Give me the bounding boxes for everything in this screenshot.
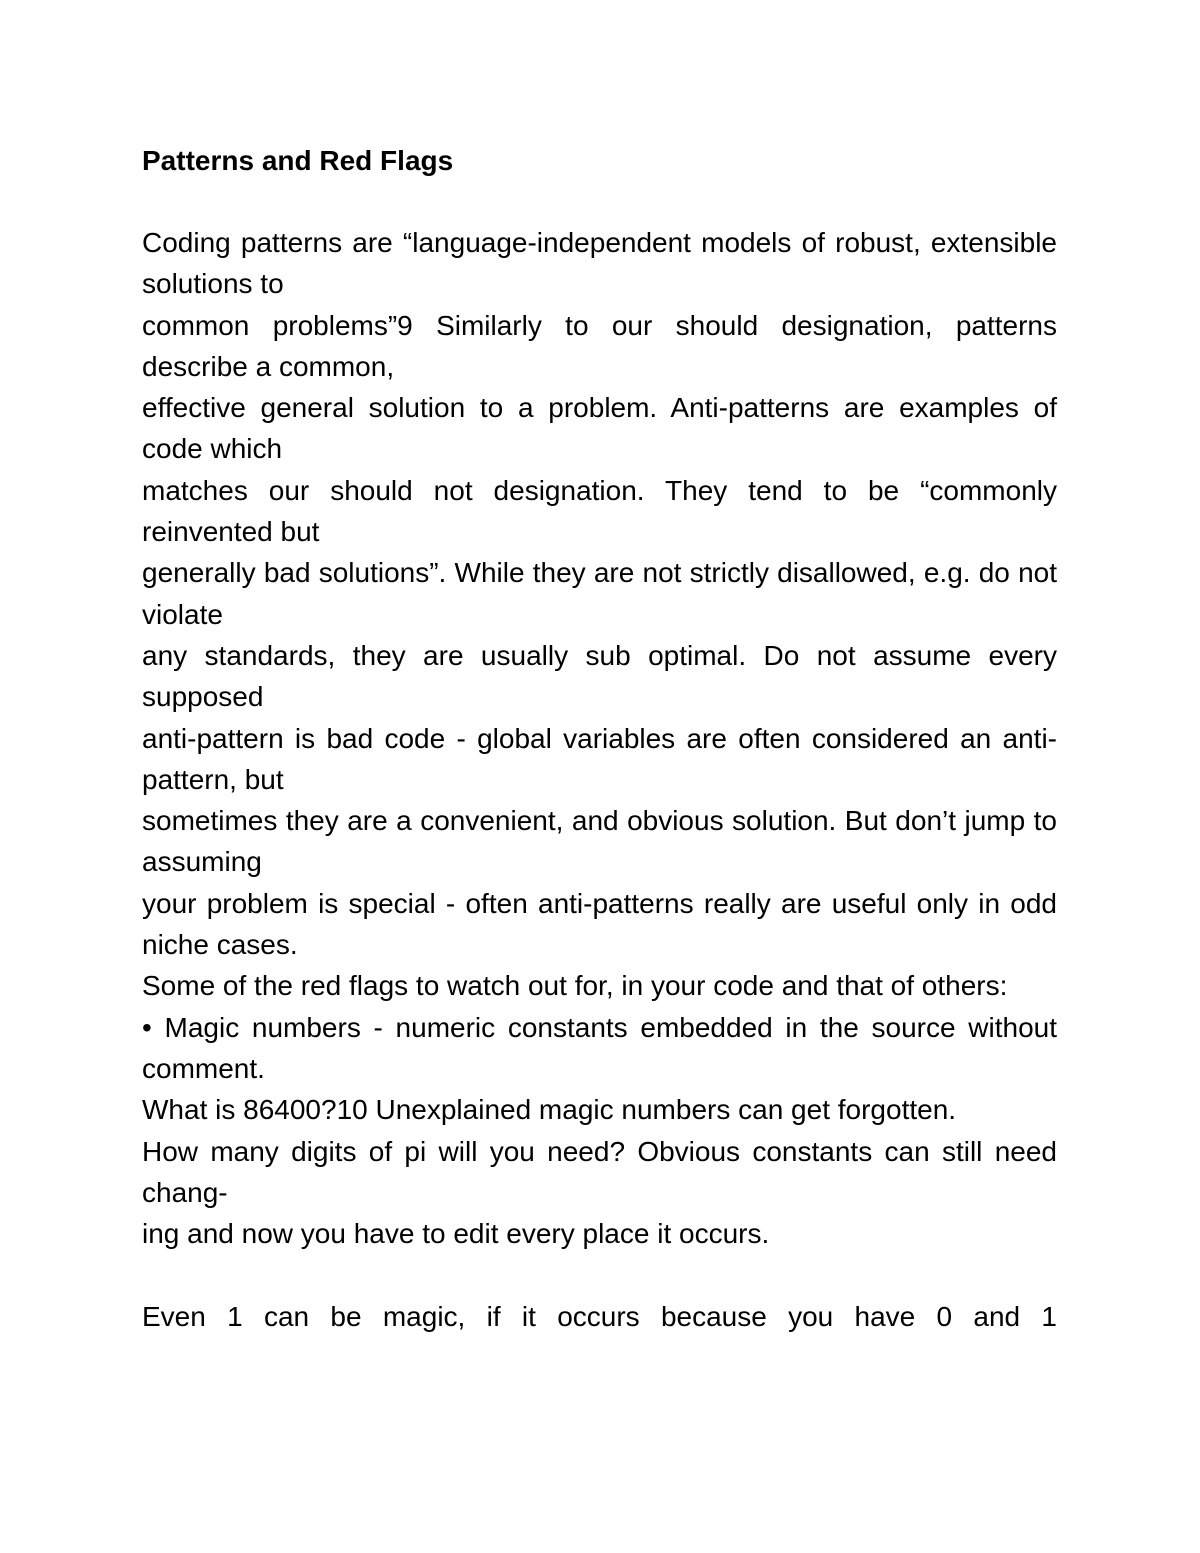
blank-line <box>142 1254 1057 1295</box>
paragraph: sometimes they are a convenient, and obvious solution. But don’t jump to assuming <box>142 805 1057 878</box>
paragraph: What is 86400?10 Unexplained magic numbers can get forgotten. <box>142 1094 957 1126</box>
paragraph: your problem is special - often anti-patterns really are useful only in odd niche cases. <box>142 887 1057 961</box>
paragraph: Some of the red flags to watch out for, in your code and that of others: <box>142 970 1008 1002</box>
paragraph: effective general solution to a problem. Anti-patterns are examples of code which <box>142 392 1057 465</box>
document-body <box>142 140 1057 1337</box>
paragraph: generally bad solutions”. While they are not strictly disallowed, e.g. do not violate <box>142 557 1057 630</box>
document-title: Patterns and Red Flags <box>142 145 454 176</box>
paragraph: any standards, they are usually sub optimal. Do not assume every supposed <box>142 639 1057 713</box>
paragraph: Coding patterns are “language-independent models of robust, extensible solutions to <box>142 227 1057 300</box>
paragraph: ing and now you have to edit every place it occurs. <box>142 1218 770 1250</box>
paragraph-final: Even 1 can be magic, if it occurs because you have 0 and 1 <box>142 1300 1057 1332</box>
bullet-item: • Magic numbers - numeric constants embedded in the source without comment. <box>142 1011 1057 1084</box>
paragraph: common problems”9 Similarly to our should designation, patterns describe a common, <box>142 309 1057 382</box>
paragraph: anti-pattern is bad code - global variables are often considered an anti-pattern, but <box>142 722 1057 795</box>
paragraph: How many digits of pi will you need? Obvious constants can still need chang- <box>142 1135 1057 1208</box>
paragraph: matches our should not designation. They tend to be “commonly reinvented but <box>142 474 1057 548</box>
